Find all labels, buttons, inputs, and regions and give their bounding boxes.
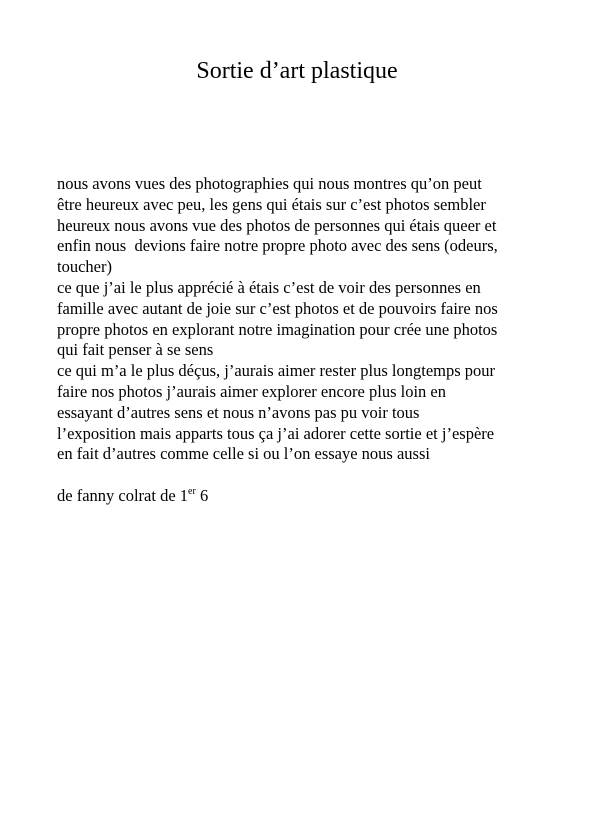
- text-line: enfin nous devions faire notre propre photo avec des sens (odeurs,: [57, 236, 498, 256]
- signature-line: [57, 486, 547, 507]
- paragraph-1: [57, 174, 547, 278]
- text-line: faire nos photos j’aurais aimer explorer encore plus loin en: [57, 381, 446, 401]
- text-line: en fait d’autres comme celle si ou l’on essaye nous aussi: [57, 444, 430, 464]
- text-line: être heureux avec peu, les gens qui étais sur c’est photos sembler: [57, 194, 486, 214]
- text-line: ce qui m’a le plus déçus, j’aurais aimer rester plus longtemps pour: [57, 361, 496, 381]
- text-line: l’exposition mais apparts tous ça j’ai adorer cette sortie et j’espère: [57, 423, 495, 443]
- text-line: toucher): [57, 257, 112, 277]
- text-line: propre photos en explorant notre imagination pour crée une photos: [57, 319, 498, 339]
- text-line: heureux nous avons vue des photos de personnes qui étais queer et: [57, 215, 497, 235]
- document-title: Sortie d’art plastique: [196, 58, 398, 84]
- document-body: [57, 174, 547, 507]
- paragraph-2: [57, 278, 547, 361]
- signature-suffix: 6: [195, 485, 209, 505]
- blank-line: [57, 465, 547, 486]
- text-line: famille avec autant de joie sur c’est photos et de pouvoirs faire nos: [57, 298, 498, 318]
- signature-superscript: er: [188, 485, 196, 497]
- text-line: essayant d’autres sens et nous n’avons pas pu voir tous: [57, 402, 420, 422]
- text-line: nous avons vues des photographies qui nous montres qu’on peut: [57, 174, 482, 193]
- text-line: qui fait penser à se sens: [57, 340, 214, 360]
- text-line: ce que j’ai le plus apprécié à étais c’est de voir des personnes en: [57, 277, 481, 297]
- paragraph-3: [57, 361, 547, 465]
- signature-prefix: de fanny colrat de 1: [57, 485, 189, 505]
